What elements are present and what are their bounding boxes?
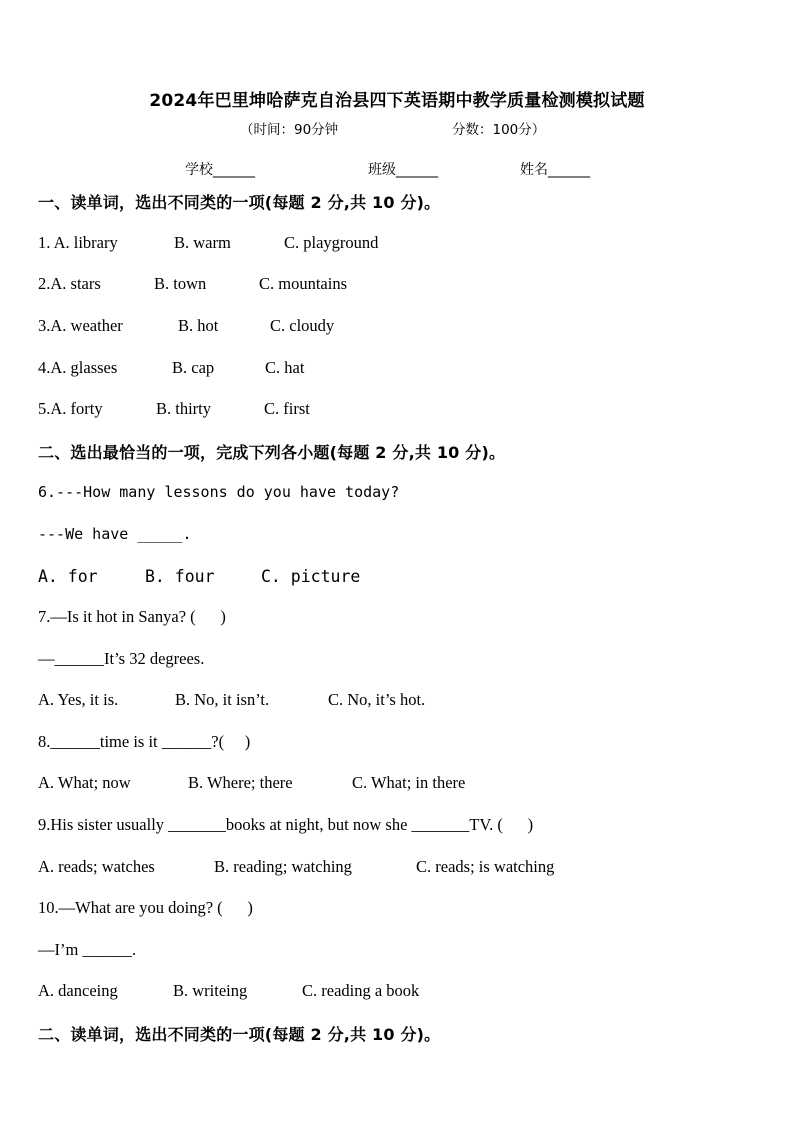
q3-option-c: C. cloudy xyxy=(270,316,335,335)
q5-option-c: C. first xyxy=(264,399,310,418)
q4-option-a: 4.A. glasses xyxy=(38,358,118,377)
q2-option-b: B. town xyxy=(154,274,207,293)
q9-option-a: A. reads; watches xyxy=(38,857,155,876)
section1-heading: 一、读单词，选出不同类的一项(每题 2 分,共 10 分)。 xyxy=(38,193,441,212)
q5-option-b: B. thirty xyxy=(156,399,212,418)
school-field: 学校______ xyxy=(185,162,255,178)
q4-option-b: B. cap xyxy=(172,358,215,377)
q6-option-c: C. picture xyxy=(261,567,361,586)
q9-option-b: B. reading; watching xyxy=(214,857,352,876)
q8-option-b: B. Where; there xyxy=(188,773,293,792)
q10-question: 10.—What are you doing? ( ) xyxy=(38,898,253,917)
q9-question: 9.His sister usually _______books at night, but now she _______TV. ( ) xyxy=(38,815,534,834)
q1-option-b: B. warm xyxy=(174,233,231,252)
section2-heading: 二、选出最恰当的一项，完成下列各小题(每题 2 分,共 10 分)。 xyxy=(38,443,506,462)
q3-option-b: B. hot xyxy=(178,316,219,335)
q8-option-c: C. What; in there xyxy=(352,773,466,792)
q2-option-a: 2.A. stars xyxy=(38,274,101,293)
exam-time: （时间：90分钟 xyxy=(240,122,339,138)
class-field: 班级______ xyxy=(368,162,438,178)
q6-option-b: B. four xyxy=(145,567,215,586)
q2-option-c: C. mountains xyxy=(259,274,348,293)
q5-option-a: 5.A. forty xyxy=(38,399,103,418)
q7-answer: —______It’s 32 degrees. xyxy=(38,649,205,668)
q7-option-a: A. Yes, it is. xyxy=(38,690,119,709)
q10-option-a: A. danceing xyxy=(38,981,118,1000)
q7-option-c: C. No, it’s hot. xyxy=(328,690,426,709)
q3-option-a: 3.A. weather xyxy=(38,316,123,335)
q6-option-a: A. for xyxy=(38,567,98,586)
q9-option-c: C. reads; is watching xyxy=(416,857,555,876)
q10-answer: —I’m ______. xyxy=(38,940,137,959)
q1-option-c: C. playground xyxy=(284,233,379,252)
q8-question: 8.______time is it ______?( ) xyxy=(38,732,251,751)
section3-heading: 二、读单词，选出不同类的一项(每题 2 分,共 10 分)。 xyxy=(38,1025,441,1044)
q7-question: 7.—Is it hot in Sanya? ( ) xyxy=(38,607,226,626)
q7-option-b: B. No, it isn’t. xyxy=(175,690,270,709)
q8-option-a: A. What; now xyxy=(38,773,131,792)
q6-question: 6.---How many lessons do you have today? xyxy=(38,483,400,501)
exam-score: 分数：100分） xyxy=(452,122,546,138)
q10-option-c: C. reading a book xyxy=(302,981,420,1000)
q6-answer: ---We have _____. xyxy=(38,525,192,543)
q4-option-c: C. hat xyxy=(265,358,305,377)
q10-option-b: B. writeing xyxy=(173,981,248,1000)
name-field: 姓名______ xyxy=(520,162,590,178)
q1-option-a: 1. A. library xyxy=(38,233,118,252)
page-title: 2024年巴里坤哈萨克自治县四下英语期中教学质量检测模拟试题 xyxy=(149,91,645,111)
